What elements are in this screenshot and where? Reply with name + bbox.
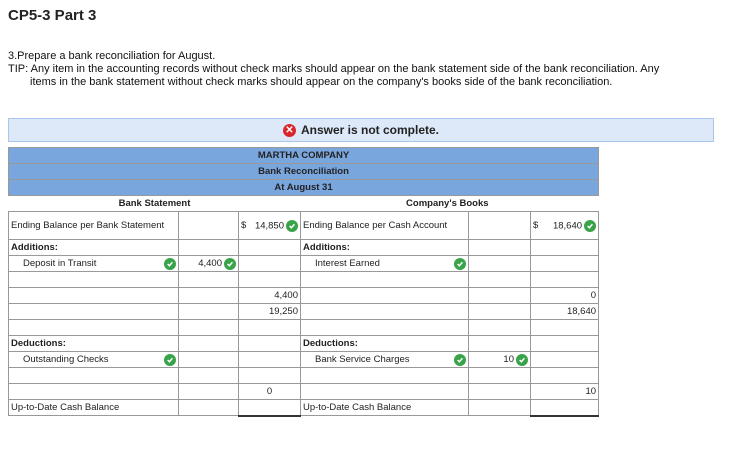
bank-deduction-item: Outstanding Checks [23,354,109,365]
books-deduction-item-cell[interactable] [301,352,469,368]
tip-text-line1: TIP: Any item in the accounting records without check marks should appear on the bank statement side of the bank reconciliation. Any [8,63,660,75]
books-final-label: Up-to-Date Cash Balance [301,400,469,416]
answer-status-text: Answer is not complete. [300,123,440,137]
bank-addition-item: Deposit in Transit [23,258,97,269]
bank-ending-col2[interactable] [179,212,239,240]
instructions [8,50,738,89]
bank-addition-value-cell[interactable] [179,256,239,272]
books-ending-label[interactable]: Ending Balance per Cash Account [301,212,469,240]
books-addition-item: Interest Earned [315,258,380,269]
books-ending-col2[interactable] [469,212,531,240]
books-addition-blank-row[interactable] [301,272,469,288]
books-addition-item-cell[interactable] [301,256,469,272]
check-icon [164,354,176,366]
check-icon [516,354,528,366]
books-addition-value-cell[interactable] [469,256,531,272]
check-icon [224,258,236,270]
bank-deductions-total: 0 [239,384,301,400]
currency-symbol: $ [533,220,539,231]
page-title: CP5-3 Part 3 [8,7,97,24]
check-icon [454,258,466,270]
bank-additions-total: 4,400 [239,288,301,304]
bank-deduction-item-cell[interactable] [9,352,179,368]
bank-reconciliation-table [8,147,599,417]
tip-text-line2: items in the bank statement without check marks should appear on the company's books side of the bank reconciliation. [30,76,613,88]
bank-deduction-blank-row[interactable] [9,368,179,384]
bank-ending-value: 14,850 [254,220,284,232]
books-deduction-item: Bank Service Charges [315,354,410,365]
books-ending-value-cell[interactable] [531,212,599,240]
books-deductions-total: 10 [531,384,599,400]
books-ending-value: 18,640 [552,220,583,232]
bank-final-label: Up-to-Date Cash Balance [9,400,179,416]
books-final-value [531,400,599,416]
report-name: Bank Reconciliation [9,164,599,180]
bank-section-title: Bank Statement [9,196,301,212]
check-icon [286,220,298,232]
books-section-title: Company's Books [301,196,599,212]
currency-symbol: $ [241,220,247,231]
books-additions-label: Additions: [301,240,469,256]
bank-addition-item-cell[interactable] [9,256,179,272]
x-circle-icon: ✕ [283,124,296,137]
books-subtotal: 18,640 [531,304,599,320]
answer-status-banner [8,118,714,142]
bank-additions-label: Additions: [9,240,179,256]
bank-deductions-label: Deductions: [9,336,179,352]
bank-final-value [239,400,301,416]
books-deductions-label: Deductions: [301,336,469,352]
books-deduction-blank-row[interactable] [301,368,469,384]
instruction-text: 3.Prepare a bank reconciliation for August. [8,50,216,62]
check-icon [454,354,466,366]
bank-addition-blank-row[interactable] [9,272,179,288]
books-deduction-value-cell[interactable] [469,352,531,368]
check-icon [584,220,596,232]
check-icon [164,258,176,270]
bank-deduction-value-cell[interactable] [179,352,239,368]
books-additions-total: 0 [531,288,599,304]
bank-subtotal: 19,250 [239,304,301,320]
bank-ending-value-cell[interactable] [239,212,301,240]
bank-ending-label[interactable]: Ending Balance per Bank Statement [9,212,179,240]
bank-addition-value: 4,400 [198,258,222,269]
company-name: MARTHA COMPANY [9,148,599,164]
report-date: At August 31 [9,180,599,196]
books-deduction-value: 10 [503,354,514,365]
